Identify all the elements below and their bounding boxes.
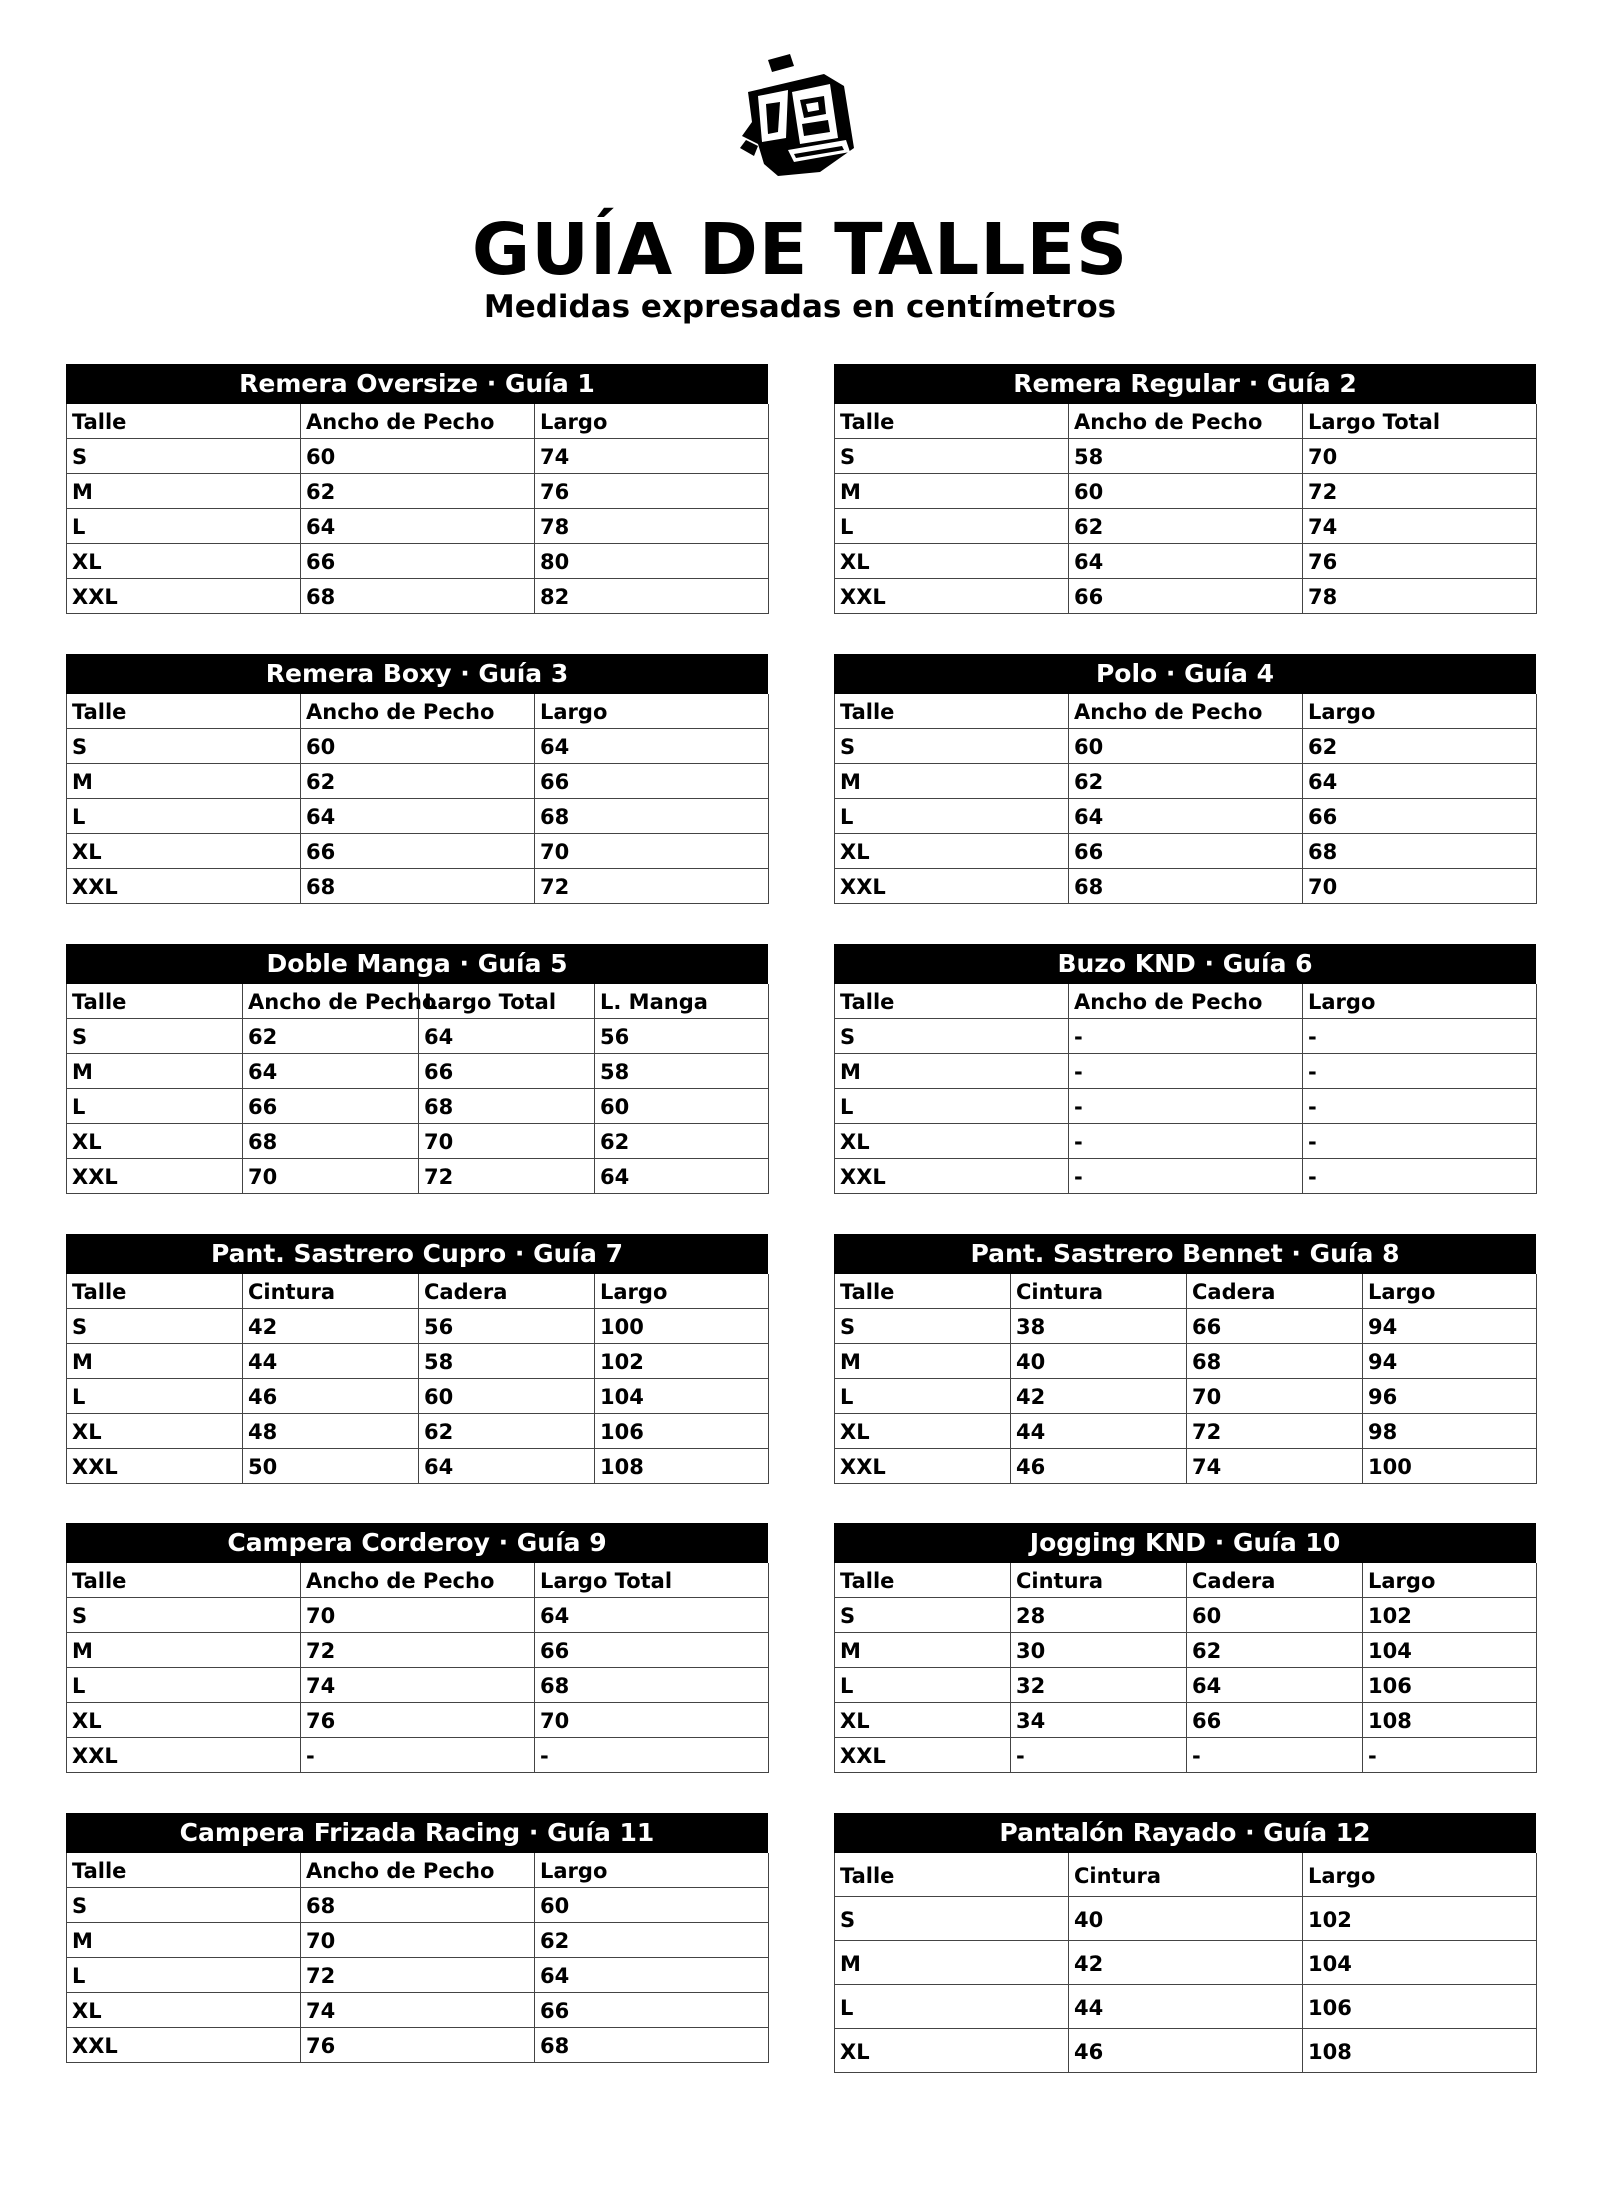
measure-cell: 28 — [1011, 1598, 1187, 1633]
column-header: Talle — [67, 1274, 243, 1309]
guide-table — [834, 1274, 1536, 1484]
column-header: Talle — [67, 694, 301, 729]
size-cell: M — [67, 474, 301, 509]
measure-cell: 62 — [595, 1124, 769, 1159]
measure-cell: 64 — [419, 1019, 595, 1054]
measure-cell: 68 — [301, 579, 535, 614]
measure-cell: 108 — [1363, 1703, 1537, 1738]
measure-cell: 100 — [595, 1309, 769, 1344]
measure-cell: 32 — [1011, 1668, 1187, 1703]
column-header: Cadera — [1187, 1274, 1363, 1309]
size-cell: S — [67, 1888, 301, 1923]
guide-table — [834, 984, 1536, 1194]
measure-cell: 64 — [1069, 544, 1303, 579]
measure-cell: 64 — [535, 1958, 769, 1993]
measure-cell: 66 — [535, 1633, 769, 1668]
guide-table — [66, 404, 768, 614]
measure-cell: 68 — [1187, 1344, 1363, 1379]
size-cell: XXL — [67, 1449, 243, 1484]
size-cell: M — [835, 1941, 1069, 1985]
measure-cell: 70 — [535, 834, 769, 869]
measure-cell: 42 — [1069, 1941, 1303, 1985]
measure-cell: 30 — [1011, 1633, 1187, 1668]
measure-cell: 40 — [1011, 1344, 1187, 1379]
size-guide-11 — [66, 1813, 768, 2063]
measure-cell: 46 — [1011, 1449, 1187, 1484]
measure-cell: - — [1303, 1124, 1537, 1159]
column-header: Cintura — [1069, 1853, 1303, 1897]
measure-cell: 68 — [535, 1668, 769, 1703]
guide-title: Campera Frizada Racing · Guía 11 — [66, 1813, 768, 1853]
measure-cell: 66 — [535, 1993, 769, 2028]
measure-cell: 64 — [1069, 799, 1303, 834]
measure-cell: 72 — [1187, 1414, 1363, 1449]
column-header: Ancho de Pecho — [301, 1563, 535, 1598]
measure-cell: 60 — [535, 1888, 769, 1923]
column-header: Ancho de Pecho — [1069, 404, 1303, 439]
measure-cell: 60 — [301, 439, 535, 474]
measure-cell: 60 — [1069, 729, 1303, 764]
column-header: Cadera — [1187, 1563, 1363, 1598]
measure-cell: 108 — [1303, 2029, 1537, 2073]
size-cell: XXL — [835, 869, 1069, 904]
measure-cell: 106 — [1303, 1985, 1537, 2029]
size-cell: S — [67, 1019, 243, 1054]
size-cell: XXL — [835, 1159, 1069, 1194]
size-cell: L — [67, 799, 301, 834]
measure-cell: 94 — [1363, 1309, 1537, 1344]
measure-cell: - — [1303, 1159, 1537, 1194]
size-cell: XL — [67, 1993, 301, 2028]
measure-cell: - — [1363, 1738, 1537, 1773]
measure-cell: 104 — [1363, 1633, 1537, 1668]
measure-cell: 72 — [301, 1633, 535, 1668]
guide-table — [66, 1563, 768, 1773]
guide-title: Pant. Sastrero Bennet · Guía 8 — [834, 1234, 1536, 1274]
column-header: Ancho de Pecho — [1069, 984, 1303, 1019]
measure-cell: 100 — [1363, 1449, 1537, 1484]
column-header: Talle — [67, 404, 301, 439]
column-header: L. Manga — [595, 984, 769, 1019]
measure-cell: 70 — [243, 1159, 419, 1194]
measure-cell: 60 — [595, 1089, 769, 1124]
measure-cell: 56 — [595, 1019, 769, 1054]
measure-cell: 62 — [243, 1019, 419, 1054]
size-cell: M — [835, 1633, 1011, 1668]
measure-cell: 68 — [243, 1124, 419, 1159]
measure-cell: 62 — [301, 474, 535, 509]
size-cell: M — [67, 1923, 301, 1958]
size-cell: L — [67, 509, 301, 544]
guide-title: Doble Manga · Guía 5 — [66, 944, 768, 984]
measure-cell: 62 — [301, 764, 535, 799]
measure-cell: 66 — [1069, 834, 1303, 869]
column-header: Talle — [835, 694, 1069, 729]
measure-cell: 66 — [243, 1089, 419, 1124]
size-guide-1 — [66, 364, 768, 614]
page-title: GUÍA DE TALLES — [471, 208, 1129, 291]
measure-cell: 108 — [595, 1449, 769, 1484]
size-cell: L — [835, 799, 1069, 834]
size-cell: L — [67, 1379, 243, 1414]
size-cell: XXL — [835, 579, 1069, 614]
size-cell: S — [67, 1309, 243, 1344]
measure-cell: 74 — [535, 439, 769, 474]
measure-cell: 106 — [1363, 1668, 1537, 1703]
guide-title: Remera Boxy · Guía 3 — [66, 654, 768, 694]
measure-cell: 58 — [419, 1344, 595, 1379]
measure-cell: 42 — [243, 1309, 419, 1344]
measure-cell: 48 — [243, 1414, 419, 1449]
measure-cell: 38 — [1011, 1309, 1187, 1344]
size-cell: XL — [835, 834, 1069, 869]
measure-cell: 44 — [1069, 1985, 1303, 2029]
size-cell: S — [835, 1897, 1069, 1941]
guide-title: Campera Corderoy · Guía 9 — [66, 1523, 768, 1563]
measure-cell: 64 — [419, 1449, 595, 1484]
size-cell: L — [67, 1668, 301, 1703]
guide-table — [66, 984, 768, 1194]
size-cell: XL — [835, 1703, 1011, 1738]
measure-cell: 74 — [301, 1993, 535, 2028]
measure-cell: 76 — [301, 1703, 535, 1738]
measure-cell: 76 — [1303, 544, 1537, 579]
column-header: Largo — [1303, 694, 1537, 729]
measure-cell: 70 — [301, 1598, 535, 1633]
size-cell: L — [67, 1089, 243, 1124]
size-cell: XL — [67, 1124, 243, 1159]
measure-cell: 64 — [535, 729, 769, 764]
size-cell: M — [67, 1344, 243, 1379]
measure-cell: 72 — [419, 1159, 595, 1194]
measure-cell: 60 — [301, 729, 535, 764]
measure-cell: 60 — [1187, 1598, 1363, 1633]
measure-cell: 58 — [595, 1054, 769, 1089]
measure-cell: 64 — [243, 1054, 419, 1089]
size-cell: L — [835, 1668, 1011, 1703]
size-cell: XL — [835, 2029, 1069, 2073]
measure-cell: 62 — [535, 1923, 769, 1958]
measure-cell: 68 — [535, 2028, 769, 2063]
column-header: Largo — [1363, 1563, 1537, 1598]
measure-cell: 66 — [419, 1054, 595, 1089]
size-guide-6 — [834, 944, 1536, 1194]
measure-cell: 42 — [1011, 1379, 1187, 1414]
guide-title: Remera Regular · Guía 2 — [834, 364, 1536, 404]
measure-cell: 46 — [243, 1379, 419, 1414]
measure-cell: 74 — [1303, 509, 1537, 544]
size-cell: XL — [835, 1414, 1011, 1449]
measure-cell: 76 — [535, 474, 769, 509]
column-header: Talle — [67, 1563, 301, 1598]
measure-cell: - — [1069, 1019, 1303, 1054]
measure-cell: 64 — [1303, 764, 1537, 799]
size-guide-5 — [66, 944, 768, 1194]
measure-cell: - — [1187, 1738, 1363, 1773]
column-header: Largo — [1363, 1274, 1537, 1309]
size-cell: S — [835, 729, 1069, 764]
measure-cell: 74 — [1187, 1449, 1363, 1484]
column-header: Largo — [535, 404, 769, 439]
size-cell: M — [835, 1344, 1011, 1379]
brand-logo — [728, 52, 878, 182]
column-header: Talle — [67, 984, 243, 1019]
measure-cell: 66 — [535, 764, 769, 799]
measure-cell: 66 — [1187, 1309, 1363, 1344]
guide-table — [834, 1563, 1536, 1773]
measure-cell: 68 — [301, 1888, 535, 1923]
column-header: Talle — [835, 984, 1069, 1019]
column-header: Ancho de Pecho — [301, 404, 535, 439]
measure-cell: 70 — [301, 1923, 535, 1958]
measure-cell: 68 — [301, 869, 535, 904]
measure-cell: 34 — [1011, 1703, 1187, 1738]
measure-cell: 78 — [535, 509, 769, 544]
measure-cell: 102 — [1303, 1897, 1537, 1941]
column-header: Ancho de Pecho — [301, 694, 535, 729]
measure-cell: 68 — [1303, 834, 1537, 869]
guide-table — [66, 1274, 768, 1484]
measure-cell: 60 — [419, 1379, 595, 1414]
guide-title: Polo · Guía 4 — [834, 654, 1536, 694]
guide-table — [66, 1853, 768, 2063]
measure-cell: 62 — [419, 1414, 595, 1449]
measure-cell: 46 — [1069, 2029, 1303, 2073]
size-cell: M — [67, 1633, 301, 1668]
measure-cell: 66 — [1303, 799, 1537, 834]
measure-cell: 66 — [1187, 1703, 1363, 1738]
measure-cell: 82 — [535, 579, 769, 614]
column-header: Talle — [835, 1853, 1069, 1897]
measure-cell: 102 — [1363, 1598, 1537, 1633]
measure-cell: 60 — [1069, 474, 1303, 509]
guide-title: Pantalón Rayado · Guía 12 — [834, 1813, 1536, 1853]
size-cell: L — [835, 1379, 1011, 1414]
size-guide-7 — [66, 1234, 768, 1484]
measure-cell: 62 — [1187, 1633, 1363, 1668]
column-header: Largo Total — [1303, 404, 1537, 439]
measure-cell: 64 — [301, 509, 535, 544]
measure-cell: 70 — [1187, 1379, 1363, 1414]
column-header: Cintura — [243, 1274, 419, 1309]
size-cell: S — [67, 1598, 301, 1633]
size-guide-9 — [66, 1523, 768, 1773]
size-cell: L — [835, 509, 1069, 544]
measure-cell: 96 — [1363, 1379, 1537, 1414]
measure-cell: 66 — [1069, 579, 1303, 614]
measure-cell: 64 — [1187, 1668, 1363, 1703]
guide-table — [834, 1853, 1536, 2073]
size-cell: XL — [67, 1414, 243, 1449]
measure-cell: - — [1303, 1054, 1537, 1089]
size-guide-10 — [834, 1523, 1536, 1773]
measure-cell: 76 — [301, 2028, 535, 2063]
size-guide-2 — [834, 364, 1536, 614]
size-guide-8 — [834, 1234, 1536, 1484]
measure-cell: 68 — [535, 799, 769, 834]
size-cell: S — [835, 1019, 1069, 1054]
size-guide-3 — [66, 654, 768, 904]
guide-title: Buzo KND · Guía 6 — [834, 944, 1536, 984]
measure-cell: 68 — [1069, 869, 1303, 904]
column-header: Cintura — [1011, 1563, 1187, 1598]
measure-cell: 80 — [535, 544, 769, 579]
size-cell: S — [67, 729, 301, 764]
measure-cell: 66 — [301, 544, 535, 579]
size-cell: L — [835, 1985, 1069, 2029]
measure-cell: 72 — [301, 1958, 535, 1993]
size-cell: S — [835, 1309, 1011, 1344]
size-cell: S — [835, 439, 1069, 474]
column-header: Talle — [835, 404, 1069, 439]
column-header: Ancho de Pecho — [301, 1853, 535, 1888]
size-cell: XL — [67, 1703, 301, 1738]
measure-cell: - — [1069, 1054, 1303, 1089]
measure-cell: 74 — [301, 1668, 535, 1703]
column-header: Largo Total — [419, 984, 595, 1019]
guide-table — [834, 404, 1536, 614]
measure-cell: 70 — [419, 1124, 595, 1159]
size-cell: L — [67, 1958, 301, 1993]
size-guide-4 — [834, 654, 1536, 904]
guide-table — [834, 694, 1536, 904]
column-header: Largo — [1303, 1853, 1537, 1897]
measure-cell: 64 — [301, 799, 535, 834]
measure-cell: - — [1011, 1738, 1187, 1773]
column-header: Largo — [1303, 984, 1537, 1019]
measure-cell: 70 — [1303, 869, 1537, 904]
measure-cell: 70 — [535, 1703, 769, 1738]
column-header: Talle — [67, 1853, 301, 1888]
measure-cell: - — [1069, 1124, 1303, 1159]
size-cell: XXL — [67, 579, 301, 614]
size-cell: XXL — [67, 2028, 301, 2063]
measure-cell: 98 — [1363, 1414, 1537, 1449]
measure-cell: - — [1303, 1089, 1537, 1124]
measure-cell: 56 — [419, 1309, 595, 1344]
measure-cell: - — [1069, 1089, 1303, 1124]
column-header: Cintura — [1011, 1274, 1187, 1309]
size-cell: XXL — [67, 869, 301, 904]
measure-cell: 50 — [243, 1449, 419, 1484]
size-guide-12 — [834, 1813, 1536, 2073]
size-cell: S — [67, 439, 301, 474]
size-cell: XL — [835, 1124, 1069, 1159]
measure-cell: 64 — [595, 1159, 769, 1194]
measure-cell: 104 — [595, 1379, 769, 1414]
size-cell: M — [835, 1054, 1069, 1089]
measure-cell: 106 — [595, 1414, 769, 1449]
guide-title: Jogging KND · Guía 10 — [834, 1523, 1536, 1563]
column-header: Largo Total — [535, 1563, 769, 1598]
measure-cell: 104 — [1303, 1941, 1537, 1985]
size-cell: M — [835, 764, 1069, 799]
measure-cell: - — [1303, 1019, 1537, 1054]
size-cell: XL — [67, 544, 301, 579]
measure-cell: 62 — [1069, 764, 1303, 799]
measure-cell: 72 — [1303, 474, 1537, 509]
size-cell: XXL — [835, 1449, 1011, 1484]
measure-cell: 58 — [1069, 439, 1303, 474]
size-cell: L — [835, 1089, 1069, 1124]
measure-cell: 64 — [535, 1598, 769, 1633]
measure-cell: 94 — [1363, 1344, 1537, 1379]
column-header: Largo — [535, 694, 769, 729]
size-cell: XL — [835, 544, 1069, 579]
size-cell: XXL — [835, 1738, 1011, 1773]
size-cell: XL — [67, 834, 301, 869]
measure-cell: 40 — [1069, 1897, 1303, 1941]
page-subtitle: Medidas expresadas en centímetros — [483, 289, 1117, 325]
measure-cell: 62 — [1069, 509, 1303, 544]
measure-cell: 102 — [595, 1344, 769, 1379]
size-cell: M — [67, 764, 301, 799]
size-cell: XXL — [67, 1159, 243, 1194]
measure-cell: 44 — [1011, 1414, 1187, 1449]
guide-title: Remera Oversize · Guía 1 — [66, 364, 768, 404]
measure-cell: 44 — [243, 1344, 419, 1379]
measure-cell: - — [301, 1738, 535, 1773]
measure-cell: 78 — [1303, 579, 1537, 614]
measure-cell: 68 — [419, 1089, 595, 1124]
measure-cell: - — [535, 1738, 769, 1773]
column-header: Talle — [835, 1563, 1011, 1598]
column-header: Cadera — [419, 1274, 595, 1309]
measure-cell: 70 — [1303, 439, 1537, 474]
size-cell: M — [835, 474, 1069, 509]
size-cell: M — [67, 1054, 243, 1089]
column-header: Ancho de Pecho — [243, 984, 419, 1019]
column-header: Ancho de Pecho — [1069, 694, 1303, 729]
guide-table — [66, 694, 768, 904]
column-header: Largo — [595, 1274, 769, 1309]
guide-title: Pant. Sastrero Cupro · Guía 7 — [66, 1234, 768, 1274]
size-cell: XXL — [67, 1738, 301, 1773]
measure-cell: 66 — [301, 834, 535, 869]
size-cell: S — [835, 1598, 1011, 1633]
measure-cell: 72 — [535, 869, 769, 904]
column-header: Largo — [535, 1853, 769, 1888]
column-header: Talle — [835, 1274, 1011, 1309]
measure-cell: - — [1069, 1159, 1303, 1194]
measure-cell: 62 — [1303, 729, 1537, 764]
